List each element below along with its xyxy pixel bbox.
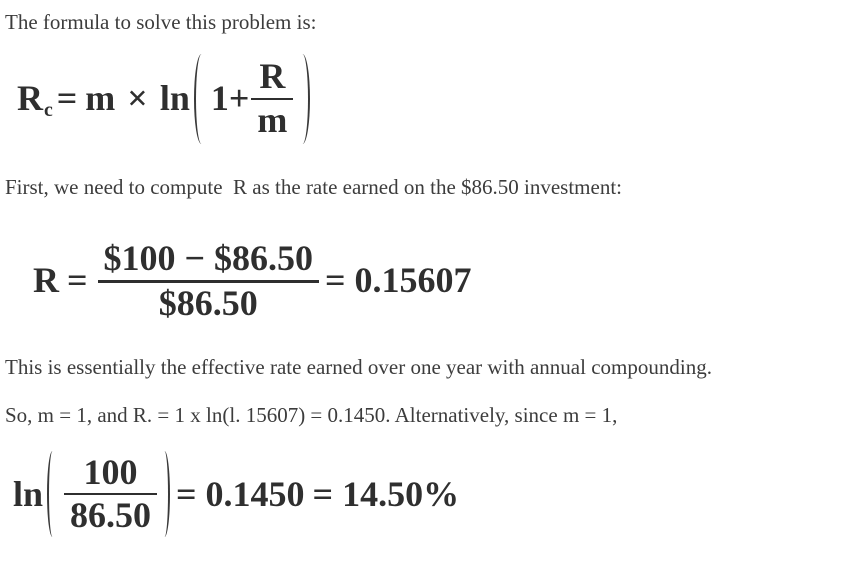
formula-ln-value-decimal: 0.1450 xyxy=(205,473,305,514)
formula-ln-fraction xyxy=(64,453,157,536)
effective-rate-paragraph: This is essentially the effective rate earned over one year with annual compounding. xyxy=(5,355,712,380)
formula-rc-m: m xyxy=(85,77,116,118)
formula-ln-result xyxy=(13,450,849,538)
left-paren-icon xyxy=(194,54,209,144)
formula-ln-fraction-numerator: 100 xyxy=(64,453,157,496)
formula-rc-one-plus: 1+ xyxy=(210,77,250,118)
right-paren-icon xyxy=(159,451,170,537)
formula-ln-equals-2: = xyxy=(312,473,334,514)
formula-ln-equals-1: = xyxy=(176,473,197,514)
formula-rc-fraction xyxy=(251,57,293,140)
formula-r-equals-2: = xyxy=(325,260,346,301)
formula-r-fraction-denominator: $86.50 xyxy=(158,282,258,323)
left-paren-icon xyxy=(47,451,58,537)
formula-r-lhs: R xyxy=(33,260,59,301)
formula-r-fraction xyxy=(98,239,320,323)
formula-ln-ln: ln xyxy=(13,473,44,514)
formula-r-fraction-numerator: $100 − $86.50 xyxy=(98,239,320,283)
formula-rc-equals: = xyxy=(56,77,78,118)
formula-rate-earned xyxy=(33,240,849,322)
formula-rc-ln: ln xyxy=(159,77,190,118)
formula-ln-value-percent: 14.50% xyxy=(342,473,460,514)
formula-r-equals-1: = xyxy=(67,260,88,301)
compute-r-paragraph: First, we need to compute R as the rate earned on the $86.50 investment: xyxy=(5,174,623,199)
multiply-icon: × xyxy=(127,77,148,118)
formula-rc-lhs-subscript: c xyxy=(44,98,53,121)
formula-ln-fraction-denominator: 86.50 xyxy=(70,495,152,536)
formula-rc-fraction-numerator: R xyxy=(251,57,293,100)
formula-rc-lhs xyxy=(17,79,53,119)
formula-continuous-rate xyxy=(17,53,849,145)
intro-paragraph: The formula to solve this problem is: xyxy=(5,10,317,34)
formula-rc-lhs-base: R xyxy=(17,77,43,118)
alternative-paragraph: So, m = 1, and R. = 1 x ln(l. 15607) = 0.1450. Alternatively, since m = 1, xyxy=(5,402,618,427)
formula-rc-fraction-denominator: m xyxy=(257,99,288,140)
formula-r-result: 0.15607 xyxy=(354,260,472,301)
right-paren-icon xyxy=(295,54,310,144)
